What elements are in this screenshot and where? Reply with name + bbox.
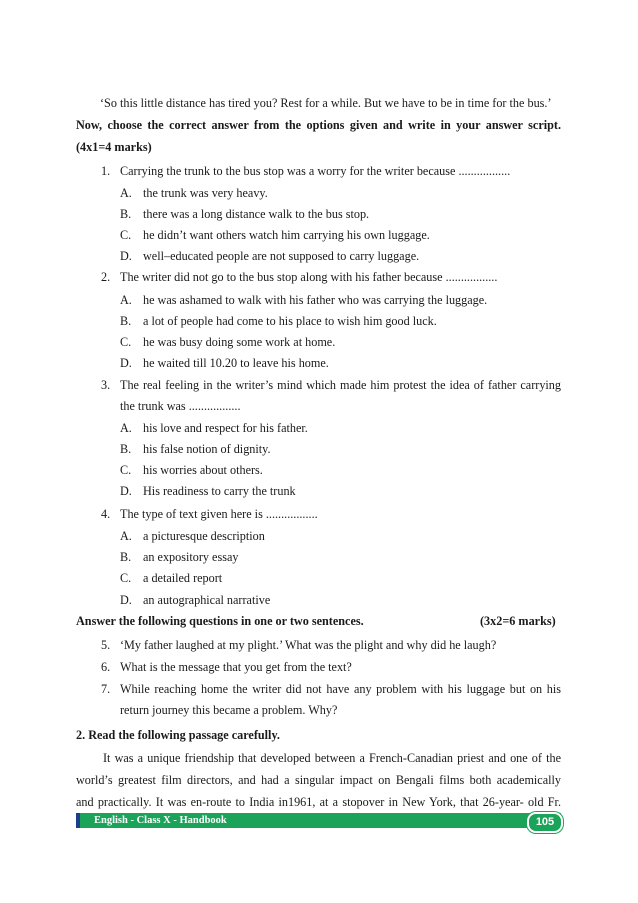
option-text: his worries about others. — [143, 463, 263, 477]
question-text: ‘My father laughed at my plight.’ What was the plight and why did he laugh? — [120, 638, 497, 652]
option-letter: C. — [120, 571, 132, 585]
option-text: well–educated people are not supposed to carry luggage. — [143, 249, 420, 263]
mcq-marks: (4x1=4 marks) — [76, 140, 152, 154]
question-text: The real feeling in the writer’s mind which made him protest the idea of father carrying — [120, 378, 561, 392]
option-text: an expository essay — [143, 550, 239, 564]
question-text: The writer did not go to the bus stop along with his father because ................. — [120, 270, 498, 284]
option-letter: C. — [120, 228, 132, 242]
passage-line: It was a unique friendship that developed between a French-Canadian priest and one of the — [103, 751, 561, 765]
option-text: his love and respect for his father. — [143, 421, 308, 435]
intro-quote: ‘So this little distance has tired you? Rest for a while. But we have to be in time for the bus.’ — [100, 96, 552, 110]
option-letter: B. — [120, 550, 132, 564]
short-answer-marks: (3x2=6 marks) — [480, 614, 556, 628]
section-heading: 2. Read the following passage carefully. — [76, 728, 280, 742]
option-text: he didn’t want others watch him carrying his own luggage. — [143, 228, 430, 242]
question-text: The type of text given here is ................. — [120, 507, 318, 521]
question-number: 4. — [101, 507, 111, 521]
question-number: 5. — [101, 638, 111, 652]
question-number: 3. — [101, 378, 111, 392]
mcq-instruction: Now, choose the correct answer from the options given and write in your answer script. — [76, 118, 561, 132]
option-letter: A. — [120, 421, 132, 435]
option-letter: C. — [120, 335, 132, 349]
option-letter: A. — [120, 293, 132, 307]
option-text: an autographical narrative — [143, 593, 271, 607]
option-text: a lot of people had come to his place to wish him good luck. — [143, 314, 437, 328]
footer-title: English - Class X - Handbook — [94, 815, 227, 826]
option-letter: B. — [120, 314, 132, 328]
option-letter: D. — [120, 593, 132, 607]
option-text: he waited till 10.20 to leave his home. — [143, 356, 329, 370]
option-text: he was busy doing some work at home. — [143, 335, 336, 349]
question-number: 6. — [101, 660, 111, 674]
option-text: a picturesque description — [143, 529, 265, 543]
option-text: there was a long distance walk to the bus stop. — [143, 207, 370, 221]
option-text: a detailed report — [143, 571, 223, 585]
footer-accent-mark — [76, 813, 80, 828]
option-text: His readiness to carry the trunk — [143, 484, 296, 498]
question-text: What is the message that you get from the text? — [120, 660, 352, 674]
option-letter: D. — [120, 484, 132, 498]
question-number: 1. — [101, 164, 111, 178]
option-letter: C. — [120, 463, 132, 477]
option-letter: A. — [120, 186, 132, 200]
question-text: Carrying the trunk to the bus stop was a worry for the writer because ................. — [120, 164, 511, 178]
option-letter: B. — [120, 442, 132, 456]
question-number: 2. — [101, 270, 111, 284]
option-text: he was ashamed to walk with his father who was carrying the luggage. — [143, 293, 488, 307]
question-text-continued: the trunk was ................. — [120, 399, 241, 413]
option-letter: B. — [120, 207, 132, 221]
passage-line: world’s greatest film directors, and had a singular impact on Bengali films both academically — [76, 773, 561, 787]
option-letter: D. — [120, 356, 132, 370]
question-number: 7. — [101, 682, 111, 696]
passage-line: and practically. It was en-route to India in1961, at a stopover in New York, that 26-year- old Fr. — [76, 795, 561, 809]
question-text: While reaching home the writer did not have any problem with his luggage but on his — [120, 682, 561, 696]
option-letter: A. — [120, 529, 132, 543]
question-text-continued: return journey this became a problem. Why? — [120, 703, 338, 717]
page-number-badge: 105 — [527, 812, 563, 833]
option-letter: D. — [120, 249, 132, 263]
option-text: his false notion of dignity. — [143, 442, 271, 456]
option-text: the trunk was very heavy. — [143, 186, 268, 200]
short-answer-instruction: Answer the following questions in one or two sentences. — [76, 614, 364, 628]
